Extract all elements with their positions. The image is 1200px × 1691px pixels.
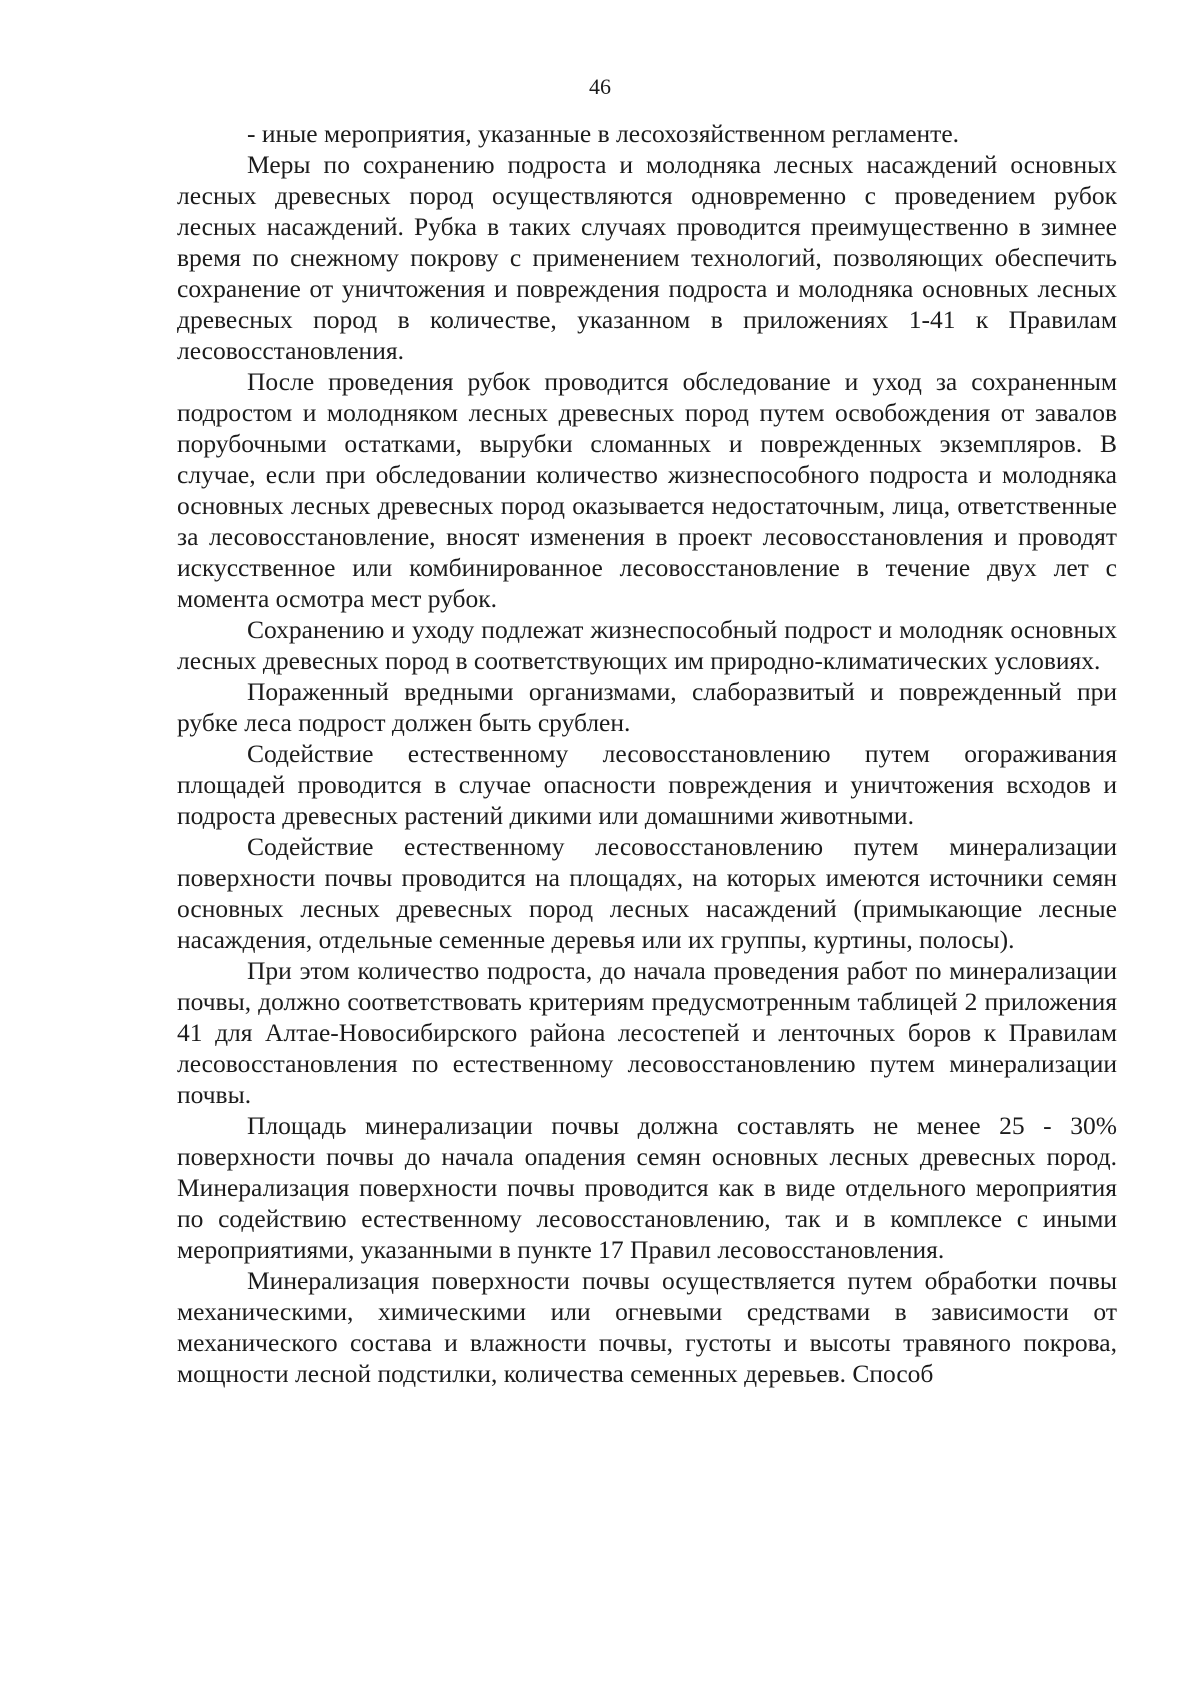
- page-number: 46: [589, 74, 611, 99]
- paragraph-bullet-other-measures: - иные мероприятия, указанные в лесохозяйственном регламенте.: [247, 119, 960, 148]
- paragraph-damaged-undergrowth: Пораженный вредными организмами, слаборазвитый и поврежденный при рубке леса подрост должен быть срублен.: [177, 677, 1117, 737]
- document-body: [177, 118, 1117, 1389]
- paragraph-undergrowth-criteria: При этом количество подроста, до начала проведения работ по минерализации почвы, должно соответствовать критериям предусмотренным таблицей 2 приложения 41 для Алтае-Новосибирского района лесостепей и ленточных боров к Правилам лесовосстановления по естественному лесовосстановлению путем минерализации почвы.: [177, 956, 1117, 1109]
- paragraph-fencing: Содействие естественному лесовосстановлению путем огораживания площадей проводится в случае опасности повреждения и уничтожения всходов и подроста древесных растений дикими или домашними животными.: [177, 739, 1117, 830]
- paragraph-mineralization-area: Площадь минерализации почвы должна составлять не менее 25 - 30% поверхности почвы до начала опадения семян основных лесных древесных пород. Минерализация поверхности почвы проводится как в виде отдельного мероприятия по содействию естественному лесовосстановлению, так и в комплексе с иными мероприятиями, указанными в пункте 17 Правил лесовосстановления.: [177, 1111, 1117, 1264]
- paragraph-viable-undergrowth: Сохранению и уходу подлежат жизнеспособный подрост и молодняк основных лесных древесных пород в соответствующих им природно-климатических условиях.: [177, 615, 1117, 675]
- paragraph-mineralization-method: Минерализация поверхности почвы осуществляется путем обработки почвы механическими, химическими или огневыми средствами в зависимости от механического состава и влажности почвы, густоты и высоты травяного покрова, мощности лесной подстилки, количества семенных деревьев. Способ: [177, 1266, 1117, 1388]
- paragraph-soil-mineralization: Содействие естественному лесовосстановлению путем минерализации поверхности почвы проводится на площадях, на которых имеются источники семян основных лесных древесных пород лесных насаждений (примыкающие лесные насаждения, отдельные семенные деревья или их группы, куртины, полосы).: [177, 832, 1117, 954]
- paragraph-undergrowth-preservation: Меры по сохранению подроста и молодняка лесных насаждений основных лесных древесных пород осуществляются одновременно с проведением рубок лесных насаждений. Рубка в таких случаях проводится преимущественно в зимнее время по снежному покрову с применением технологий, позволяющих обеспечить сохранение от уничтожения и повреждения подроста и молодняка основных лесных древесных пород в количестве, указанном в приложениях 1-41 к Правилам лесовосстановления.: [177, 150, 1117, 365]
- paragraph-post-logging-survey: После проведения рубок проводится обследование и уход за сохраненным подростом и молодняком лесных древесных пород путем освобождения от завалов порубочными остатками, вырубки сломанных и поврежденных экземпляров. В случае, если при обследовании количество жизнеспособного подроста и молодняка основных лесных древесных пород оказывается недостаточным, лица, ответственные за лесовосстановление, вносят изменения в проект лесовосстановления и проводят искусственное или комбинированное лесовосстановление в течение двух лет с момента осмотра мест рубок.: [177, 367, 1117, 613]
